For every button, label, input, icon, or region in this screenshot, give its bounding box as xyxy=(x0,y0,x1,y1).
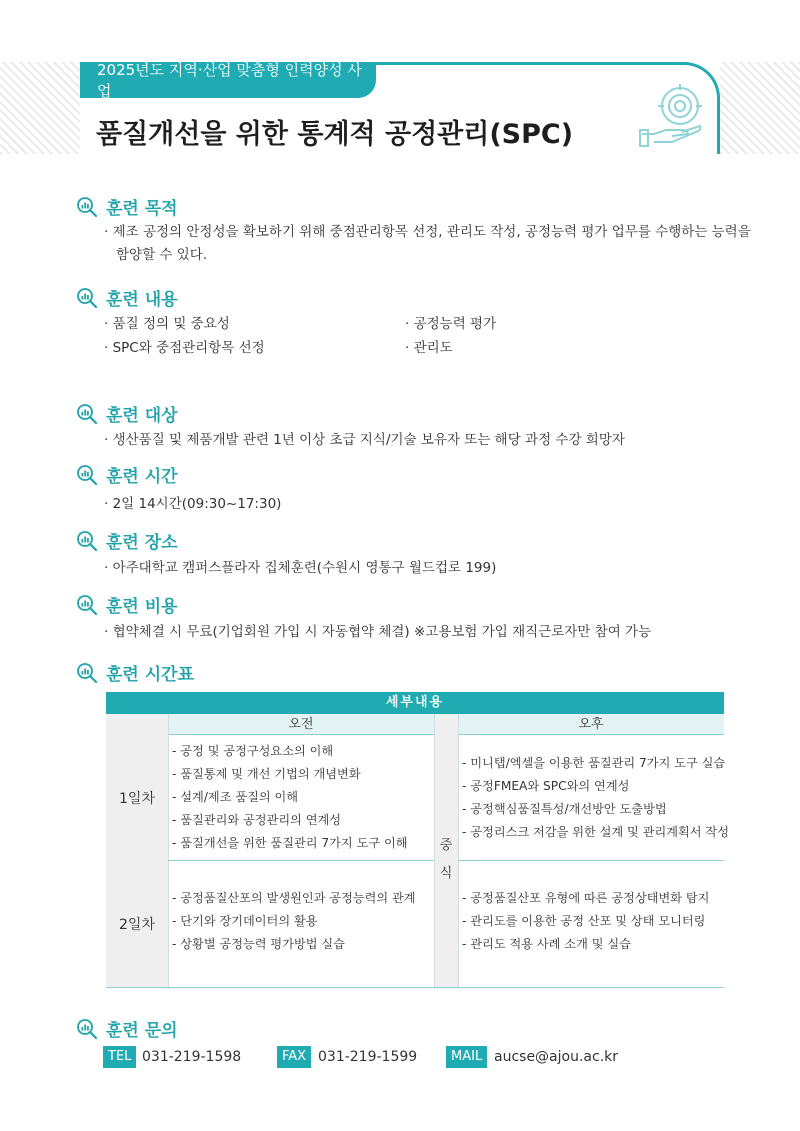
table-cell-item: - 품질관리와 공정관리의 연계성 xyxy=(172,813,342,827)
lunch-char: 식 xyxy=(439,866,453,881)
section-purpose xyxy=(76,194,178,219)
section-inquiry xyxy=(76,1016,178,1041)
timetable-header: 세부내용 xyxy=(106,692,724,714)
table-cell-item: - 공정품질산포 유형에 따른 공정상태변화 탐지 xyxy=(462,891,710,905)
header-hatch-left xyxy=(0,62,80,154)
section-target xyxy=(76,401,178,426)
section-title: 훈련 내용 xyxy=(106,290,178,310)
content-item: · 관리도 xyxy=(405,340,453,356)
table-cell-item: - 공정 및 공정구성요소의 이해 xyxy=(172,744,334,758)
mail-badge: MAIL xyxy=(446,1046,487,1068)
place-text: · 아주대학교 캠퍼스플라자 집체훈련(수원시 영통구 월드컵로 199) xyxy=(104,560,497,576)
section-title: 훈련 장소 xyxy=(106,533,178,553)
content-item: · SPC와 중점관리항목 선정 xyxy=(104,340,265,356)
section-title: 훈련 비용 xyxy=(106,597,178,617)
section-schedule xyxy=(76,660,194,685)
lunch-char: 중 xyxy=(439,838,453,853)
table-cell-item: - 품질개선을 위한 품질관리 7가지 도구 이해 xyxy=(172,836,408,850)
table-cell-item: - 관리도를 이용한 공정 산포 및 상태 모니터링 xyxy=(462,914,706,928)
header-hatch-right xyxy=(720,62,800,154)
purpose-text-line1: · 제조 공정의 안정성을 확보하기 위해 중점관리항목 선정, 관리도 작성, 공정능력 평가 업무를 수행하는 능력을 xyxy=(104,224,751,240)
table-divider xyxy=(458,714,459,988)
table-cell-item: - 공정핵심품질특성/개선방안 도출방법 xyxy=(462,802,667,816)
table-divider xyxy=(434,714,435,988)
lunch-column xyxy=(434,714,458,988)
magnifier-chart-icon xyxy=(76,403,98,425)
hand-target-icon xyxy=(638,84,714,148)
section-title: 훈련 문의 xyxy=(106,1021,178,1041)
section-cost xyxy=(76,592,178,617)
tel-number[interactable]: 031-219-1598 xyxy=(142,1049,242,1065)
table-cell-item: - 공정품질산포의 발생원인과 공정능력의 관계 xyxy=(172,891,416,905)
pm-header: 오후 xyxy=(458,714,724,735)
table-divider xyxy=(168,714,169,988)
content-item: · 품질 정의 및 중요성 xyxy=(104,316,230,332)
fax-badge: FAX xyxy=(277,1046,311,1068)
program-tab xyxy=(80,62,376,98)
table-cell-item: - 단기와 장기데이터의 활용 xyxy=(172,914,318,928)
magnifier-chart-icon xyxy=(76,464,98,486)
target-text: · 생산품질 및 제품개발 관련 1년 이상 초급 지식/기술 보유자 또는 해당 과정 수강 희망자 xyxy=(104,432,625,448)
purpose-text-line2: 함양할 수 있다. xyxy=(116,247,208,263)
table-cell-item: - 관리도 적용 사례 소개 및 실습 xyxy=(462,937,631,951)
section-title: 훈련 시간표 xyxy=(106,665,195,685)
content-item: · 공정능력 평가 xyxy=(405,316,497,332)
day-label xyxy=(106,860,168,988)
magnifier-chart-icon xyxy=(76,594,98,616)
day-label xyxy=(106,714,168,860)
cost-text: · 협약체결 시 무료(기업회원 가입 시 자동협약 체결) ※고용보험 가입 재직근로자만 참여 가능 xyxy=(104,624,652,640)
section-title: 훈련 대상 xyxy=(106,406,178,426)
table-cell-item: - 미니탭/엑셀을 이용한 품질관리 7가지 도구 실습 xyxy=(462,756,726,770)
table-cell-item: - 설계/제조 품질의 이해 xyxy=(172,790,299,804)
section-title: 훈련 목적 xyxy=(106,199,178,219)
table-cell-item: - 상황별 공정능력 평가방법 실습 xyxy=(172,937,345,951)
table-divider xyxy=(168,860,434,861)
section-title: 훈련 시간 xyxy=(106,467,178,487)
time-text: · 2일 14시간(09:30~17:30) xyxy=(104,496,282,512)
table-bottom-border xyxy=(106,987,724,988)
fax-number: 031-219-1599 xyxy=(318,1049,418,1065)
timetable xyxy=(106,692,729,988)
page-title: 품질개선을 위한 통계적 공정관리(SPC) xyxy=(96,119,574,150)
program-label: 2025년도 지역·산업 맞춤형 인력양성 사업 xyxy=(97,61,362,100)
mail-address[interactable]: aucse@ajou.ac.kr xyxy=(494,1049,619,1065)
table-divider xyxy=(458,860,724,861)
section-time xyxy=(76,462,178,487)
magnifier-chart-icon xyxy=(76,1018,98,1040)
day2-label: 2일차 xyxy=(119,917,155,933)
table-cell-item: - 공정리스크 저감을 위한 설계 및 관리계획서 작성 xyxy=(462,825,729,839)
magnifier-chart-icon xyxy=(76,196,98,218)
magnifier-chart-icon xyxy=(76,662,98,684)
table-cell-item: - 공정FMEA와 SPC와의 연계성 xyxy=(462,779,630,793)
section-place xyxy=(76,528,178,553)
am-header: 오전 xyxy=(168,714,434,735)
tel-badge: TEL xyxy=(103,1046,136,1068)
day1-label: 1일차 xyxy=(119,791,155,807)
magnifier-chart-icon xyxy=(76,530,98,552)
section-content xyxy=(76,285,178,310)
table-cell-item: - 품질통제 및 개선 기법의 개념변화 xyxy=(172,767,361,781)
magnifier-chart-icon xyxy=(76,287,98,309)
